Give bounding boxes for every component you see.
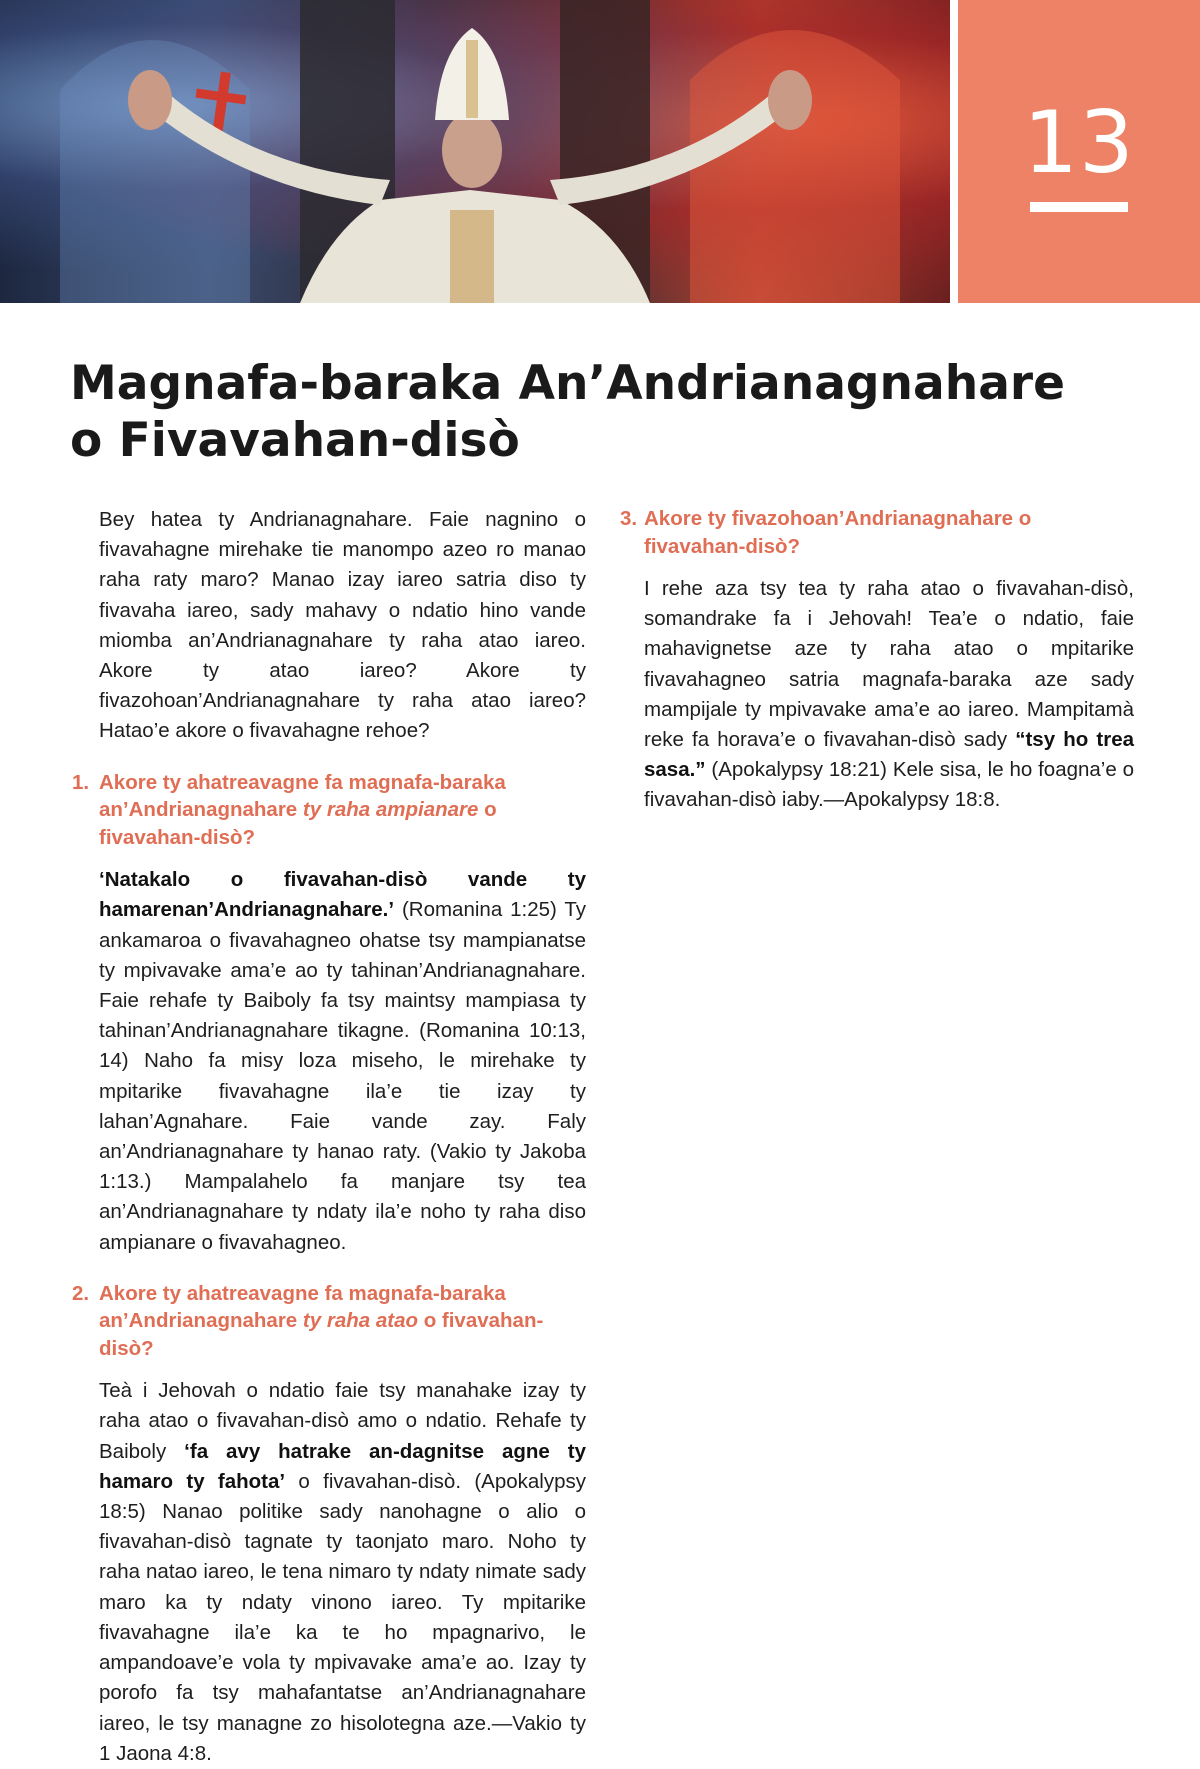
question-text-end: o fivavahan-disò?: [99, 798, 497, 849]
chapter-underline: [1030, 202, 1128, 212]
header-photo: [0, 0, 950, 303]
intro-paragraph: Bey hatea ty Andrianagnahare. Faie nagnino o fivavahagne mirehake tie manompo azeo ro manao raha raty maro? Manao izay iareo satria diso ty fivavaha iareo, sady mahavy o ndatio hino vande miomba an’Andrianagnahare ty raha atao iareo. Akore ty atao iareo? Akore ty fivazohoan’Andrianagnahare ty raha atao iareo? Hatao’e akore o fivavahagne rehoe?: [99, 508, 586, 743]
page-title: [70, 355, 1130, 469]
question-number: 2.: [72, 1281, 90, 1305]
answer-text: (Romanina 1:25) Ty ankamaroa o fivavahagneo ohatse tsy mampianatse ty mpivavake ama’e ao ty tahinan’Andrianagnahare. Faie rehafe ty Baiboly fa tsy maintsy mampiasa ty tahinan’Andrianagnahare tikagne. (Romanina 10:13, 14) Naho fa misy loza miseho, le mirehake ty mpitarike fivavahagne ila’e tie izay ty lahan’Agnahare. Faie vande zay. Faly an’Andrianagnahare ty hanao raty. (Vakio ty Jakoba 1:13.) Mampalahelo fa manjare tsy tea an’Andrianagnahare ty ndaty ila’e noho ty raha diso ampianare o fivavahagneo.: [99, 898, 586, 1254]
page-title-line-2: o Fivavahan-disò: [70, 413, 520, 468]
answer-bold: “tsy ho trea sasa.”: [644, 728, 1135, 782]
answer-2: [72, 1376, 586, 1769]
chapter-badge: [958, 0, 1200, 303]
question-number: 1.: [72, 770, 90, 794]
question-emphasis: ty raha atao: [302, 1309, 418, 1333]
question-1: [72, 769, 586, 852]
question-number: 3.: [620, 507, 638, 530]
answer-3: [620, 574, 1134, 816]
left-column: [72, 505, 586, 1769]
answer-bold: ‘fa avy hatrake an-dagnitse agne ty hamaro ty fahota’: [99, 1439, 586, 1493]
right-column: [620, 505, 1134, 816]
question-text-end: o fivavahan-disò?: [99, 1309, 544, 1360]
question-3: [620, 505, 1134, 560]
answer-bold: ‘Natakalo o fivavahan-disò vande ty hamarenan’Andrianagnahare.’: [99, 868, 586, 922]
priest-illustration: [0, 0, 950, 303]
question-text: Akore ty ahatreavagne fa magnafa-baraka an’Andrianagnahare: [99, 1281, 506, 1333]
question-text: Akore ty ahatreavagne fa magnafa-baraka an’Andrianagnahare: [99, 770, 506, 822]
question-emphasis: ty raha ampianare: [302, 798, 479, 822]
page-title-line-1: Magnafa-baraka An’Andrianagnahare: [70, 356, 1065, 411]
answer-text: (Apokalypsy 18:21) Kele sisa, le ho foagna’e o fivavahan-disò iaby.—Apokalypsy 18:8.: [644, 758, 1134, 812]
answer-text-start: Teà i Jehovah o ndatio faie tsy manahake izay ty raha atao o fivavahan-disò amo o ndatio. Rehafe ty Baiboly: [99, 1379, 586, 1463]
answer-1: [72, 865, 586, 1258]
answer-text-start: I rehe aza tsy tea ty raha atao o fivavahan-disò, somandrake fa i Jehovah! Tea’e o ndatio, faie mahavignetse aze ty raha atao o mpitarike fivavahagneo satria magnafa-baraka aze sady mampijale ty mpivavake ama’e ao iareo. Mampitamà reke fa horava’e o fivavahan-disò sady: [644, 577, 1134, 752]
question-text: Akore ty fivazohoan’Andrianagnahare o fivavahan-disò?: [644, 507, 1032, 558]
question-2: [72, 1280, 586, 1363]
chapter-number: 13: [1023, 93, 1135, 193]
answer-text: o fivavahan-disò. (Apokalypsy 18:5) Nanao politike sady nanohagne o alio o fivavahan-disò tagnate ty taonjato maro. Noho ty raha natao iareo, le tena nimaro ty ndaty nimate sady maro ka ty ndaty vinono iareo. Ty mpitarike fivavahagne ila’e ka te ho mpagnarivo, le ampandoave’e vola ty mpivavake ama’e ao. Izay ty porofo fa tsy mahafantatse an’Andrianagnahare iareo, le tsy managne zo hisolotegna aze.—Vakio ty 1 Jaona 4:8.: [99, 1469, 586, 1765]
